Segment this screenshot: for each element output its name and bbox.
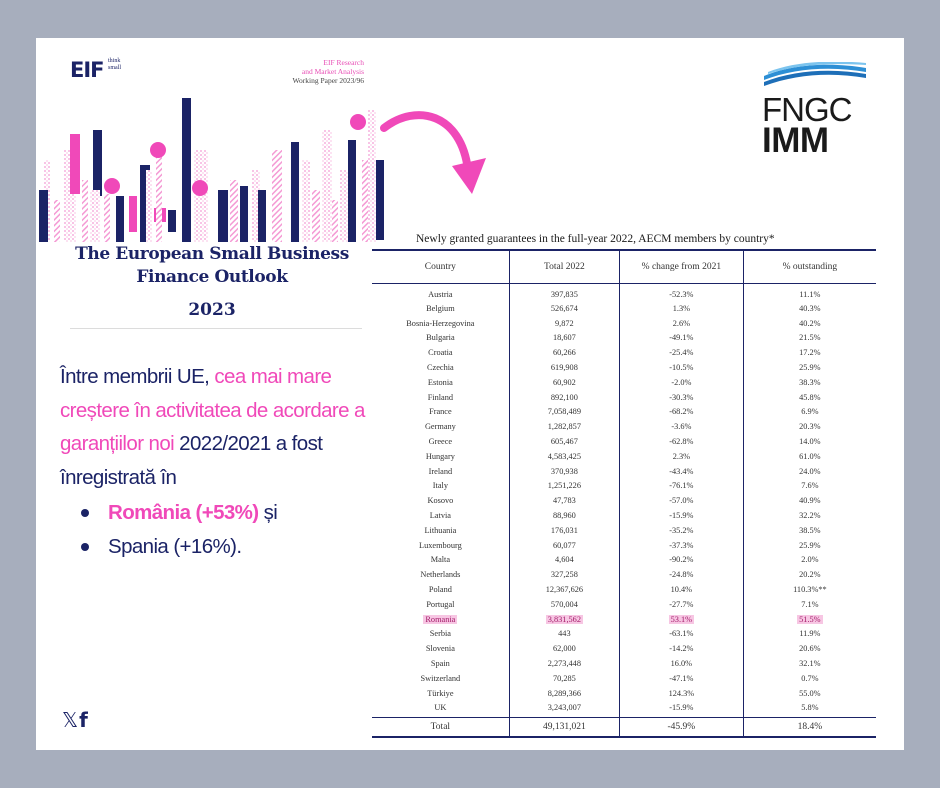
cell-change: -27.7%	[620, 597, 744, 612]
cell-total: 62,000	[509, 641, 619, 656]
facebook-icon[interactable]: f	[79, 708, 88, 732]
table-row	[372, 597, 876, 612]
x-icon[interactable]: 𝕏	[62, 708, 79, 732]
quote-part1: Între membrii UE,	[60, 365, 215, 388]
cell-change: -49.1%	[620, 331, 744, 346]
eif-tagline	[108, 58, 121, 72]
cell-outstanding: 24.0%	[743, 464, 876, 479]
table-row	[372, 553, 876, 568]
cell-outstanding: 20.6%	[743, 641, 876, 656]
cell-outstanding: 25.9%	[743, 360, 876, 375]
cell-change: -15.9%	[620, 701, 744, 718]
cell-outstanding: 40.2%	[743, 316, 876, 331]
cell-total: 397,835	[509, 283, 619, 301]
cell-outstanding: 55.0%	[743, 686, 876, 701]
table-row	[372, 671, 876, 686]
cell-total: 7,058,489	[509, 405, 619, 420]
quote-text	[60, 360, 376, 563]
research-line2: and Market Analysis	[301, 67, 364, 76]
total-change: -45.9%	[620, 718, 744, 737]
post-card	[36, 38, 904, 750]
quote-bullets	[60, 496, 376, 563]
cell-change: -15.9%	[620, 508, 744, 523]
table-row	[372, 508, 876, 523]
cell-total: 60,902	[509, 375, 619, 390]
table-title: Newly granted guarantees in the full-year 2022, AECM members by country*	[416, 233, 775, 245]
cell-country: Hungary	[425, 451, 455, 461]
header-outstanding: % outstanding	[743, 250, 876, 283]
cell-country: Estonia	[427, 377, 453, 387]
header-row	[372, 250, 876, 283]
cell-total: 892,100	[509, 390, 619, 405]
cell-outstanding: 38.5%	[743, 523, 876, 538]
table-row	[372, 641, 876, 656]
cell-outstanding: 45.8%	[743, 390, 876, 405]
cell-total: 570,004	[509, 597, 619, 612]
cell-outstanding: 32.2%	[743, 508, 876, 523]
cell-country: Bosnia-Herzegovina	[406, 318, 475, 328]
table-row	[372, 567, 876, 582]
table-header	[372, 250, 876, 283]
cell-change: 16.0%	[620, 656, 744, 671]
cell-country: Spain	[430, 659, 450, 669]
table-row	[372, 449, 876, 464]
total-row	[372, 718, 876, 737]
cell-outstanding: 11.9%	[743, 627, 876, 642]
cell-country: Italy	[432, 481, 448, 491]
highlighted-value: 3,831,562	[547, 614, 581, 624]
publication-year: 2023	[188, 300, 236, 320]
cell-outstanding: 20.3%	[743, 419, 876, 434]
total-value: 49,131,021	[509, 718, 619, 737]
cell-country: France	[429, 407, 452, 417]
table-row	[372, 434, 876, 449]
cell-country: Belgium	[426, 303, 455, 313]
cell-outstanding: 38.3%	[743, 375, 876, 390]
cell-outstanding: 17.2%	[743, 345, 876, 360]
quote-part3: 2022/2021 a fost înregistrată în	[60, 432, 323, 489]
cell-change: 10.4%	[620, 582, 744, 597]
quote-paragraph	[60, 360, 376, 494]
cell-total: 18,607	[509, 331, 619, 346]
eif-research-label	[226, 58, 364, 85]
highlighted-value: 51.5%	[799, 614, 821, 624]
cell-total: 3,243,007	[509, 701, 619, 718]
cell-change: -63.1%	[620, 627, 744, 642]
cell-outstanding	[743, 612, 876, 627]
cell-outstanding: 40.3%	[743, 301, 876, 316]
cell-change: 124.3%	[620, 686, 744, 701]
eif-tagline-line2: small	[108, 65, 121, 71]
quote-highlight: cea mai mare creștere în activitatea de acordare a garanțiilor noi	[60, 365, 365, 455]
cell-country: Slovenia	[425, 644, 455, 654]
bullet-spain	[60, 530, 376, 564]
cell-total: 443	[509, 627, 619, 642]
cell-total: 1,282,857	[509, 419, 619, 434]
cell-change: 2.3%	[620, 449, 744, 464]
cell-total: 8,289,366	[509, 686, 619, 701]
table-row	[372, 405, 876, 420]
cell-change: -76.1%	[620, 479, 744, 494]
cell-country: Greece	[428, 437, 453, 447]
highlighted-value: Romania	[425, 614, 456, 624]
cell-change: -24.8%	[620, 567, 744, 582]
bullet-romania-highlight: România (+53%)	[108, 501, 259, 524]
cell-total: 1,251,226	[509, 479, 619, 494]
table-row	[372, 345, 876, 360]
table-row	[372, 686, 876, 701]
cell-country: Czechia	[427, 363, 454, 373]
cell-country: Switzerland	[420, 673, 461, 683]
bullet-romania-rest: și	[258, 501, 278, 524]
cell-total: 12,367,626	[509, 582, 619, 597]
social-icons	[62, 708, 88, 732]
cell-outstanding: 0.7%	[743, 671, 876, 686]
table-row	[372, 360, 876, 375]
eif-logo: EIF	[70, 58, 104, 82]
cell-total: 327,258	[509, 567, 619, 582]
research-line1: EIF Research	[323, 58, 364, 67]
table-row	[372, 538, 876, 553]
table-body	[372, 283, 876, 718]
cell-country: Latvia	[429, 511, 451, 521]
header-change: % change from 2021	[620, 250, 744, 283]
fngc-imm-logo	[762, 62, 868, 160]
cell-outstanding: 25.9%	[743, 538, 876, 553]
cell-country: Serbia	[429, 629, 451, 639]
cell-outstanding: 6.9%	[743, 405, 876, 420]
cell-country: Portugal	[426, 599, 455, 609]
table-row	[372, 612, 876, 627]
cell-country: Luxembourg	[419, 540, 462, 550]
cell-total: 605,467	[509, 434, 619, 449]
cell-change: 1.3%	[620, 301, 744, 316]
cell-country: Netherlands	[420, 570, 461, 580]
fngc-text: FNGC	[762, 91, 852, 128]
cell-outstanding: 21.5%	[743, 331, 876, 346]
cell-total: 370,938	[509, 464, 619, 479]
cell-outstanding: 7.6%	[743, 479, 876, 494]
cell-change: -68.2%	[620, 405, 744, 420]
table-row	[372, 375, 876, 390]
cell-outstanding: 5.8%	[743, 701, 876, 718]
divider	[70, 328, 362, 329]
guarantees-table	[372, 249, 876, 738]
table-row	[372, 493, 876, 508]
cell-total: 4,604	[509, 553, 619, 568]
cell-outstanding: 7.1%	[743, 597, 876, 612]
table-row	[372, 331, 876, 346]
cell-country: Poland	[428, 585, 452, 595]
table-row	[372, 419, 876, 434]
cell-change: -35.2%	[620, 523, 744, 538]
cell-total: 60,077	[509, 538, 619, 553]
cell-outstanding: 14.0%	[743, 434, 876, 449]
publication-title	[50, 243, 374, 289]
eif-tagline-line1: think	[108, 58, 121, 64]
cell-country: Malta	[430, 555, 451, 565]
cell-country: Bulgaria	[426, 333, 455, 343]
cell-change: -30.3%	[620, 390, 744, 405]
cell-country: Türkiye	[427, 688, 454, 698]
table-row	[372, 582, 876, 597]
publication-title-line1: The European Small Business	[75, 244, 349, 264]
cell-country: Austria	[428, 289, 453, 299]
table-row	[372, 627, 876, 642]
table-row	[372, 390, 876, 405]
table-row	[372, 283, 876, 301]
cell-change	[620, 612, 744, 627]
cell-total: 4,583,425	[509, 449, 619, 464]
table-row	[372, 464, 876, 479]
cell-total: 70,285	[509, 671, 619, 686]
cell-change: -47.1%	[620, 671, 744, 686]
cell-change: 2.6%	[620, 316, 744, 331]
cell-country: Ireland	[428, 466, 453, 476]
cell-total: 526,674	[509, 301, 619, 316]
cell-total: 176,031	[509, 523, 619, 538]
cell-outstanding: 110.3%**	[743, 582, 876, 597]
cell-change: -2.0%	[620, 375, 744, 390]
table-row	[372, 301, 876, 316]
highlighted-value: 53.1%	[670, 614, 693, 624]
cell-change: -52.3%	[620, 283, 744, 301]
publication-title-line2: Finance Outlook	[136, 267, 288, 287]
cell-country: Croatia	[428, 348, 453, 358]
header-country: Country	[372, 250, 509, 283]
cell-country: Lithuania	[424, 525, 457, 535]
cell-country: UK	[434, 702, 447, 712]
table-footer	[372, 718, 876, 737]
total-outstanding: 18.4%	[743, 718, 876, 737]
cell-change: -10.5%	[620, 360, 744, 375]
cell-country: Kosovo	[427, 496, 454, 506]
cell-change: -62.8%	[620, 434, 744, 449]
table-row	[372, 479, 876, 494]
cell-change: -90.2%	[620, 553, 744, 568]
cell-outstanding: 20.2%	[743, 567, 876, 582]
cell-change: -57.0%	[620, 493, 744, 508]
working-paper-label: Working Paper 2023/96	[292, 76, 364, 85]
cell-total: 2,273,448	[509, 656, 619, 671]
imm-text: IMM	[762, 121, 829, 160]
wave-icon	[762, 62, 868, 88]
cell-total: 9,872	[509, 316, 619, 331]
cell-total: 619,908	[509, 360, 619, 375]
cell-country: Germany	[424, 422, 456, 432]
table-row	[372, 523, 876, 538]
cell-country: Finland	[427, 392, 454, 402]
bullet-spain-text: Spania (+16%).	[108, 534, 242, 558]
cell-outstanding: 2.0%	[743, 553, 876, 568]
total-label: Total	[372, 718, 509, 737]
cell-change: -25.4%	[620, 345, 744, 360]
cell-outstanding: 61.0%	[743, 449, 876, 464]
cell-country	[372, 612, 509, 627]
cell-total: 60,266	[509, 345, 619, 360]
cell-outstanding: 32.1%	[743, 656, 876, 671]
header-total: Total 2022	[509, 250, 619, 283]
cell-change: -14.2%	[620, 641, 744, 656]
bullet-romania	[60, 496, 376, 530]
cell-outstanding: 11.1%	[743, 283, 876, 301]
table-row	[372, 701, 876, 718]
table-row	[372, 316, 876, 331]
cell-outstanding: 40.9%	[743, 493, 876, 508]
decorative-bars-graphic	[36, 90, 396, 242]
cell-total: 88,960	[509, 508, 619, 523]
cell-change: -3.6%	[620, 419, 744, 434]
cell-change: -43.4%	[620, 464, 744, 479]
cell-total	[509, 612, 619, 627]
table-row	[372, 656, 876, 671]
cell-change: -37.3%	[620, 538, 744, 553]
cell-total: 47,783	[509, 493, 619, 508]
curved-arrow-icon	[376, 108, 496, 198]
